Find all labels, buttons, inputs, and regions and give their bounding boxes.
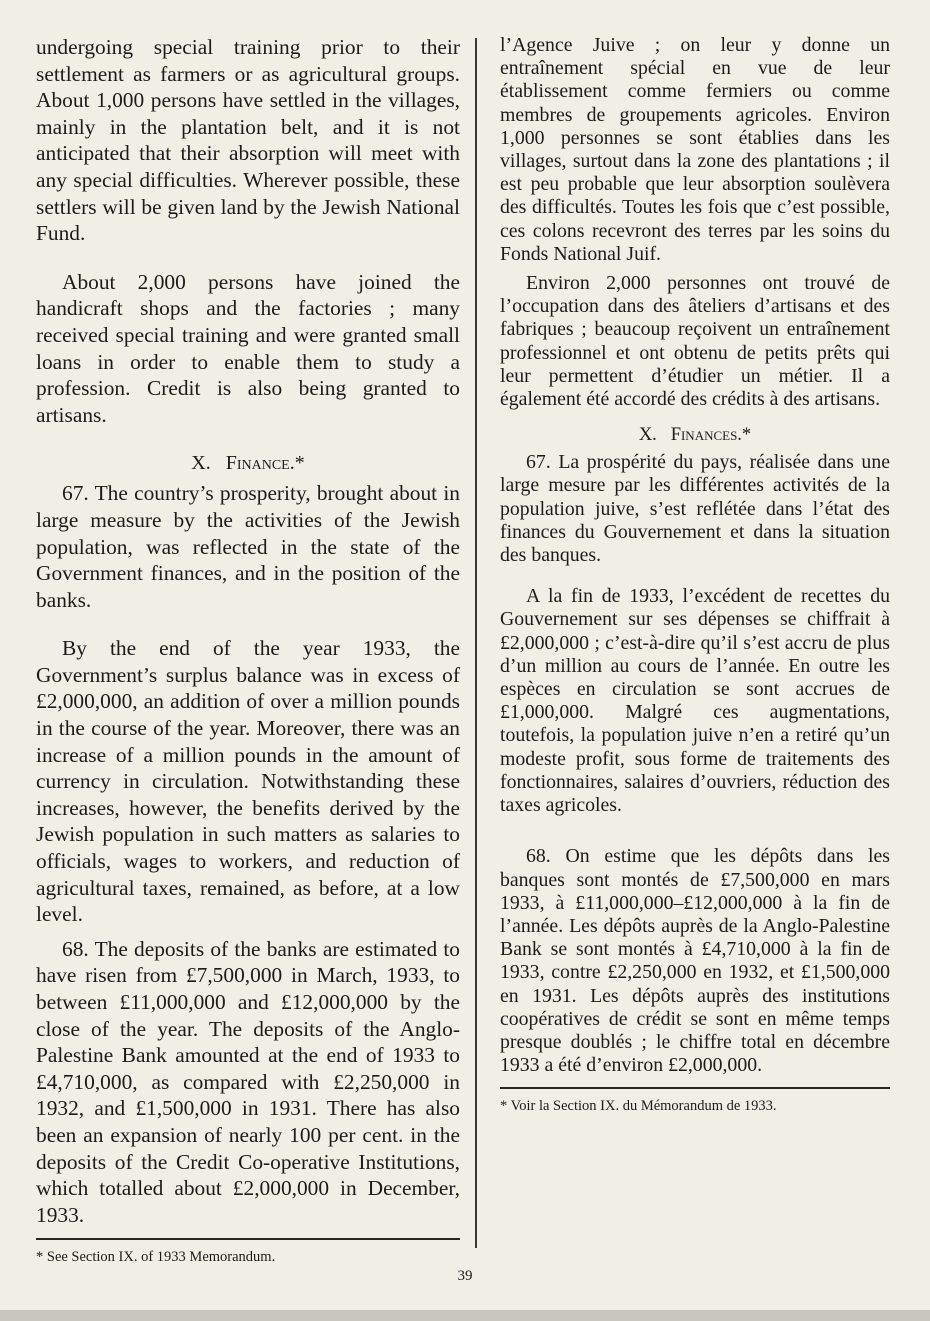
column-divider xyxy=(475,38,477,1248)
english-column xyxy=(36,34,460,1266)
footnote: * See Section IX. of 1933 Memorandum. xyxy=(36,1248,276,1265)
section-numeral-fr: X. xyxy=(638,425,657,446)
paragraph-settlement: undergoing special training prior to their settlement as farmers or as agricultural groups. About 1,000 persons have settled in the villages, mainly in the plantation belt, and it is not anticipated that their absorption will meet with any special difficulties. Wherever possible, these settlers will be given land by the Jewish National Fund. xyxy=(36,35,460,246)
paragraph-67-fr: 67. La prospérité du pays, réalisée dans une large mesure par les différentes activités de la population juive, s’est reflétée dans l’état des finances du Gouvernement et dans la situation des banques. xyxy=(500,451,890,567)
french-column xyxy=(500,34,890,1115)
section-heading-fr xyxy=(500,423,890,447)
paragraph-surplus: By the end of the year 1933, the Government’s surplus balance was in excess of £2,000,000, an addition of over a million pounds in the course of the year. Moreover, there was an increase of a million pounds in the amount of currency in circulation. Notwithstanding these increases, however, the benefits derived by the Jewish population in such matters as salaries to officials, wages to workers, and reduction of agricultural taxes, remained, as before, at a low level. xyxy=(36,636,460,927)
section-heading xyxy=(36,450,460,476)
footnote-fr: * Voir la Section IX. du Mémorandum de 1933. xyxy=(500,1097,777,1114)
paragraph-settlement-fr: l’Agence Juive ; on leur y donne un entraînement spécial en vue de leur établissement comme fermiers ou comme membres de groupements agricoles. Environ 1,000 personnes se sont établies dans les villages, surtout dans la zone des plantations ; il est peu probable que leur absorption soulèvera des difficultés. Toutes les fois que c’est possible, ces colons recevront des terres par les soins du Fonds National Juif. xyxy=(500,34,890,265)
paragraph-68: 68. The deposits of the banks are estimated to have risen from £7,500,000 in March, 1933, to between £11,000,000 and £12,000,000 by the close of the year. The deposits of the Anglo-Palestine Bank amounted at the end of 1933 to £4,710,000, as compared with £2,250,000 in 1932, and £1,500,000 in 1931. There has also been an expansion of nearly 100 per cent. in the deposits of the Credit Co-operative Institutions, which totalled about £2,000,000 in December, 1933. xyxy=(36,936,460,1227)
paragraph-handicraft: About 2,000 persons have joined the handicraft shops and the factories ; many received special training and were granted small loans in order to enable them to study a profession. Credit is also being granted to artisans. xyxy=(36,269,460,427)
section-numeral: X. xyxy=(191,452,211,475)
paragraph-artisans-fr: Environ 2,000 personnes ont trouvé de l’occupation dans des âteliers d’artisans et des fabriques ; beaucoup reçoivent un entraînement professionnel et ont obtenu de petits prêts qui leur permettent d’étudier un métier. Il a également été accordé des crédits à des artisans. xyxy=(500,272,890,411)
page-number: 39 xyxy=(457,1268,473,1284)
section-title-fr: Finances.* xyxy=(670,425,752,446)
section-title: Finance.* xyxy=(225,452,305,475)
paragraph-67: 67. The country’s prosperity, brought about in large measure by the activities of the Jewish population, was reflected in the state of the Government finances, and in the position of the banks. xyxy=(36,481,460,612)
scan-edge xyxy=(0,1310,930,1321)
footnote-rule-fr xyxy=(500,1087,890,1089)
paragraph-surplus-fr: A la fin de 1933, l’excédent de recettes du Gouvernement sur ses dépenses se chiffrait à £2,000,000 ; c’est-à-dire qu’il s’est accru de plus d’un million au cours de l’année. En outre les espèces en circulation se sont accrues de £1,000,000. Malgré ces augmentations, toutefois, la population juive n’en a retiré qu’un modeste profit, sous forme de traitements des fonctionnaires, salaires d’ouvriers, réduction des taxes agricoles. xyxy=(500,585,890,817)
paragraph-68-fr: 68. On estime que les dépôts dans les banques sont montés de £7,500,000 en mars 1933, à £11,000,000–£12,000,000 à la fin de l’année. Les dépôts auprès de la Anglo-Palestine Bank se sont montés à £4,710,000 à la fin de 1933, contre £2,250,000 en 1932, et £1,500,000 en 1931. Les dépôts auprès des institutions coopératives de crédit se sont en même temps presque doublés ; le chiffre total en décembre 1933 a été d’environ £2,000,000. xyxy=(500,845,890,1077)
footnote-rule xyxy=(36,1238,460,1240)
